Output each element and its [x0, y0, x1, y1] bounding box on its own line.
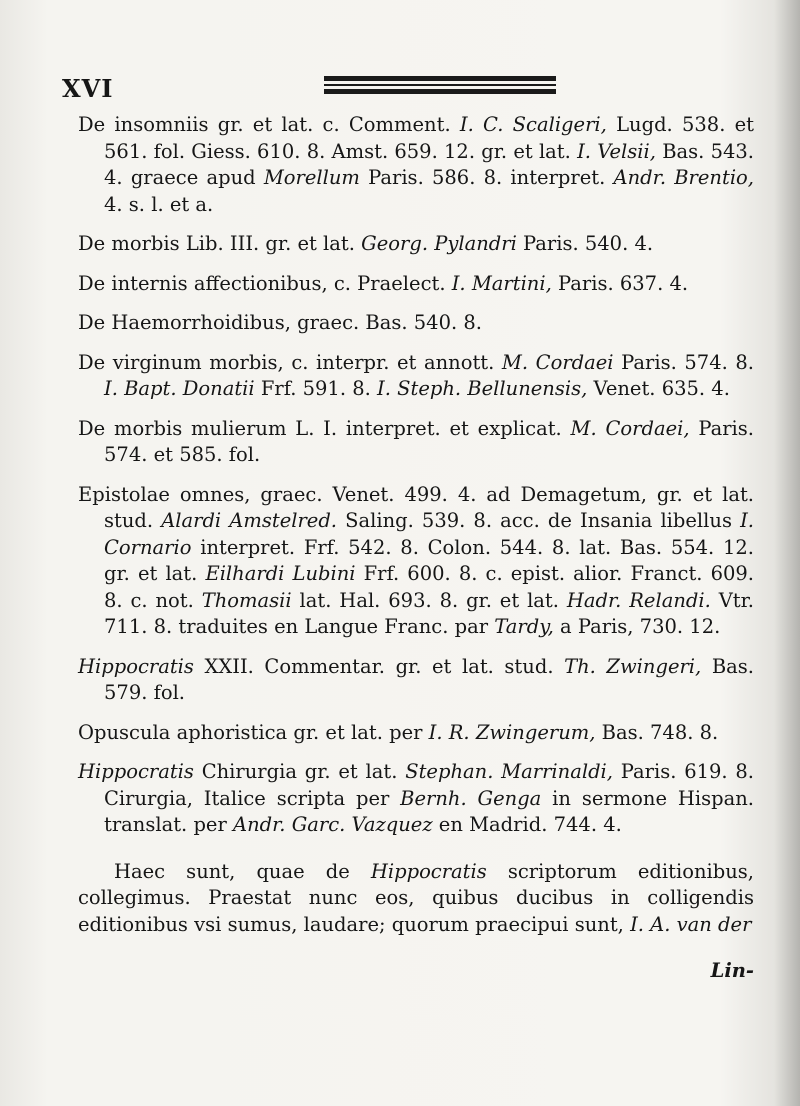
catchword: Lin- [710, 958, 754, 982]
italic-text: I. Cornario [104, 509, 754, 559]
italic-text: I. A. van der [630, 912, 752, 936]
italic-text: I. Bapt. Donatii [104, 377, 255, 400]
italic-text: Alardi Amstelred. [161, 509, 338, 532]
italic-text: Georg. Pylandri [361, 232, 517, 255]
italic-text: Hippocratis [370, 859, 487, 883]
bibliography-entry [78, 271, 754, 298]
text-run: De virginum morbis, c. interpr. et annott. [78, 350, 502, 374]
text-run: Saling. 539. 8. acc. de Insania libellus [337, 509, 741, 532]
text-run: Epistolae omnes, graec. Venet. 499. 4. ad Demagetum, gr. et lat. stud. [78, 482, 754, 532]
bibliography-entry [78, 416, 754, 469]
bibliography-entry [78, 482, 754, 641]
text-run: Paris. 574. 8. [613, 350, 754, 374]
italic-text: Bernh. Genga [400, 786, 542, 810]
bibliography-entry [78, 654, 754, 707]
italic-text: Stephan. Marrinaldi, [405, 760, 613, 783]
text-run: in sermone Hispan. translat. per [104, 786, 754, 836]
text-run: De morbis mulierum L. I. interpret. et explicat. [78, 416, 571, 440]
italic-text: Andr. Brentio, [613, 166, 754, 189]
italic-text: Thomasii [201, 588, 292, 612]
bibliography-entry [78, 759, 754, 839]
italic-text: I. Martini, [451, 271, 552, 295]
italic-text: Th. Zwingeri, [564, 654, 702, 678]
italic-text: I. Steph. Bellunensis, [377, 377, 588, 400]
text-run: De morbis Lib. III. gr. et lat. [78, 232, 362, 255]
text-run: Opuscula aphoristica gr. et lat. per [78, 720, 429, 744]
italic-text: I. C. Scaligeri, [459, 113, 607, 136]
text-run: Paris. 586. 8. interpret. [359, 166, 614, 189]
italic-text: Tardy, [494, 615, 554, 638]
text-run: Bas. 543. 4. graece apud [104, 139, 755, 189]
italic-text: Eilhardi Lubini [205, 562, 356, 585]
text-run: Frf. 600. 8. c. epist. alior. Franct. 609. 8. c. not. [104, 562, 754, 612]
text-run: Venet. 635. 4. [587, 377, 730, 400]
header-rule [324, 76, 556, 97]
text-run: De internis affectionibus, c. Praelect. [78, 271, 452, 295]
text-run: interpret. Frf. 542. 8. Colon. 544. 8. lat. Bas. 554. 12. gr. et lat. [104, 535, 754, 585]
closing-paragraph [78, 859, 754, 939]
text-run: Bas. 579. fol. [104, 654, 754, 704]
text-run: Paris. 540. 4. [516, 232, 654, 255]
text-run: Paris. 574. et 585. fol. [104, 416, 754, 466]
text-run: lat. Hal. 693. 8. gr. et lat. [291, 588, 567, 612]
text-run: Bas. 748. 8. [595, 720, 719, 744]
italic-text: Morellum [263, 166, 360, 189]
italic-text: I. Velsii, [577, 139, 656, 163]
bibliography-text [78, 112, 754, 984]
text-run: Chirurgia gr. et lat. [193, 760, 406, 783]
text-run: Paris. 637. 4. [551, 271, 689, 295]
page-binding-shadow [774, 0, 800, 1106]
bibliography-entry [78, 231, 754, 258]
text-run: De insomniis gr. et lat. c. Comment. [78, 113, 460, 136]
italic-text: Hippocratis [78, 760, 194, 783]
text-run: a Paris, 730. 12. [553, 615, 721, 638]
italic-text: M. Cordaei [501, 350, 614, 374]
bibliography-entry [78, 350, 754, 403]
italic-text: M. Cordaei, [570, 416, 690, 440]
italic-text: Andr. Garc. Vazquez [233, 813, 433, 836]
text-run: Lugd. 538. et 561. fol. Giess. 610. 8. Amst. 659. 12. gr. et lat. [104, 113, 754, 163]
text-run: scriptorum editionibus, collegimus. Praestat nunc eos, quibus ducibus in colligendis editionibus vsi sumus, laudare; quorum praecipui sunt, [78, 859, 754, 936]
text-run: XXII. Commentar. gr. et lat. stud. [193, 654, 565, 678]
text-run: 4. s. l. et a. [104, 192, 214, 216]
bibliography-entry [78, 310, 754, 337]
text-run: Paris. 619. 8. Cirurgia, Italice scripta per [104, 760, 755, 810]
entry-list [78, 112, 754, 839]
text-run: Frf. 591. 8. [254, 377, 378, 400]
text-run: Haec sunt, quae de [114, 859, 371, 883]
text-run: Vtr. 711. 8. traduites en Langue Franc. par [104, 588, 754, 638]
page-header [62, 66, 762, 106]
italic-text: Hippocratis [78, 654, 194, 678]
italic-text: Hadr. Relandi. [566, 588, 711, 612]
italic-text: I. R. Zwingerum, [428, 720, 596, 744]
bibliography-entry [78, 112, 754, 218]
bibliography-entry [78, 720, 754, 747]
text-run: De Haemorrhoidibus, graec. Bas. 540. 8. [78, 311, 482, 334]
page-number: XVI [62, 74, 114, 103]
text-run: en Madrid. 744. 4. [432, 813, 622, 836]
